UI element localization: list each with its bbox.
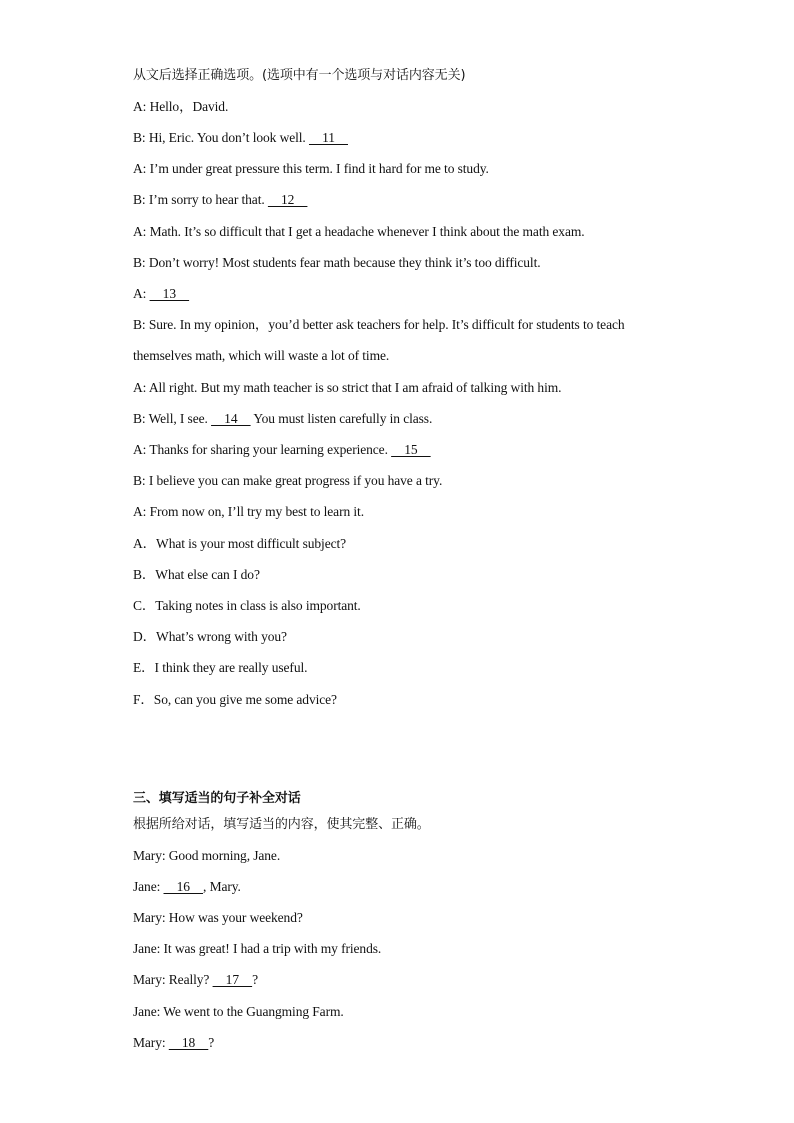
dialogue-line: B: I believe you can make great progress if you have a try. [133,473,443,488]
section-instruction: 根据所给对话，填写适当的内容，使其完整、正确。 [133,817,430,832]
dialogue-line: A: Math. It’s so difficult that I get a headache whenever I think about the math exam. [133,224,585,239]
dialogue-line: B: I’m sorry to hear that. 12 [133,192,308,207]
answer-blank-12[interactable]: 12 [267,192,308,207]
dialogue-line: Mary: Really? 17 ? [133,972,258,987]
dialogue-line: B: Hi, Eric. You don’t look well. 11 [133,130,348,145]
section-instruction: 从文后选择正确选项。(选项中有一个选项与对话内容无关) [133,68,466,83]
option-d: D．What’s wrong with you? [133,629,287,644]
answer-blank-18[interactable]: 18 [168,1035,209,1050]
answer-blank-14[interactable]: 14 [211,411,251,426]
dialogue-line: A: All right. But my math teacher is so strict that I am afraid of talking with him. [133,380,562,395]
dialogue-line: A: I’m under great pressure this term. I find it hard for me to study. [133,161,489,176]
dialogue-line: Jane: 16 , Mary. [133,879,241,894]
dialogue-line: Jane: It was great! I had a trip with my friends. [133,941,382,956]
dialogue-line: B: Well, I see. 14 You must listen carefully in class. [133,411,433,426]
answer-blank-15[interactable]: 15 [391,442,431,457]
answer-blank-11[interactable]: 11 [308,130,348,145]
option-e: E．I think they are really useful. [133,660,308,675]
dialogue-line: Jane: We went to the Guangming Farm. [133,1004,344,1019]
answer-blank-13[interactable]: 13 [149,286,190,301]
dialogue-line: Mary: Good morning, Jane. [133,848,281,863]
option-f: F．So, can you give me some advice? [133,692,337,707]
dialogue-line: A: From now on, I’ll try my best to learn it. [133,504,364,519]
option-a: A．What is your most difficult subject? [133,536,347,551]
dialogue-line: B: Don’t worry! Most students fear math because they think it’s too difficult. [133,255,541,270]
dialogue-line: Mary: 18 ? [133,1035,215,1050]
dialogue-line: themselves math, which will waste a lot of time. [133,348,390,363]
dialogue-line: B: Sure. In my opinion，you’d better ask teachers for help. It’s difficult for students to teach [133,317,625,332]
option-c: C．Taking notes in class is also important. [133,598,361,613]
option-b: B．What else can I do? [133,567,260,582]
answer-blank-17[interactable]: 17 [212,972,253,987]
dialogue-line: Mary: How was your weekend? [133,910,303,925]
dialogue-line: A: Thanks for sharing your learning experience. 15 [133,442,431,457]
dialogue-line: A: Hello，David. [133,99,229,114]
answer-blank-16[interactable]: 16 [163,879,204,894]
dialogue-line: A: 13 [133,286,190,301]
section-heading: 三、填写适当的句子补全对话 [133,791,301,806]
